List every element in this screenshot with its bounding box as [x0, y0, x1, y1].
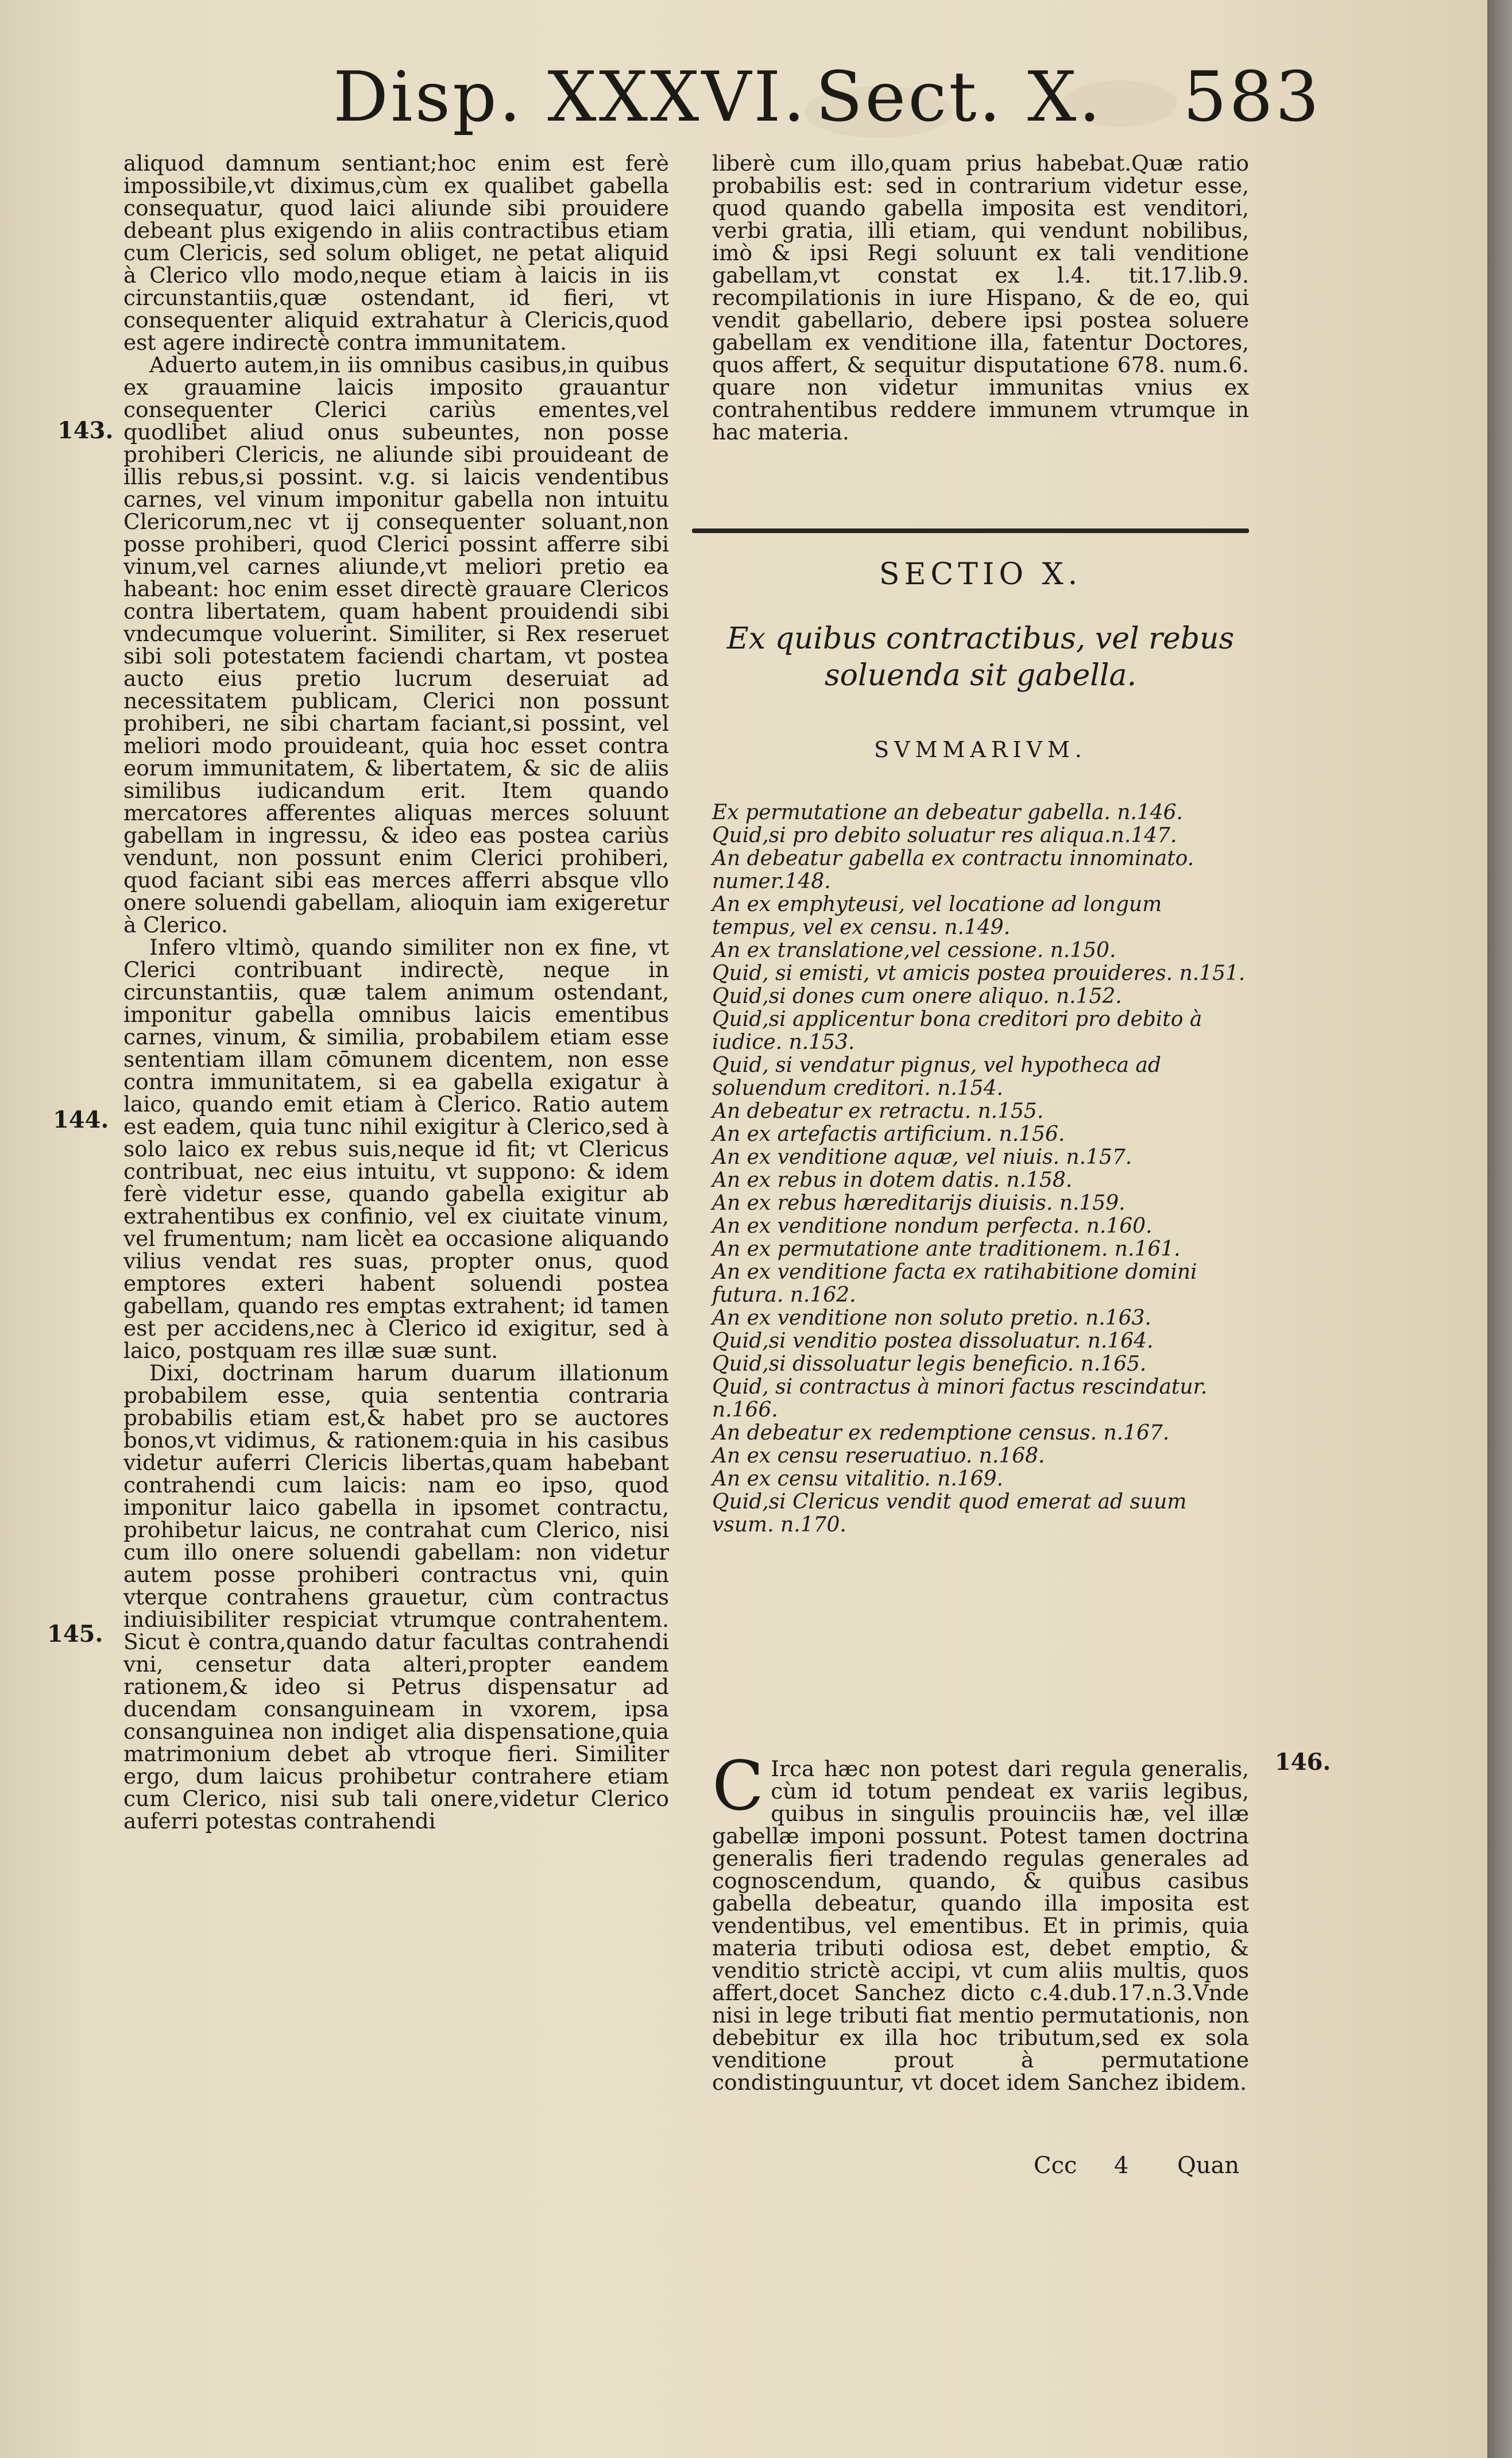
margin-number-143: 143.: [57, 417, 114, 444]
summary-item: Ex permutatione an debeatur gabella. n.146.: [712, 801, 1184, 824]
paragraph: Dixi, doctrinam harum duarum illationum probabilem esse, quia sententia contraria probabilis etiam est,& habet pro se auctores bonos,vt vidimus, & rationem:quia in his casibus videtur auferri Clericis libertas,quam habebant contrahendi cum laicis: nam eo ipso, quod imponitur laico gabella in ipsomet contractu, prohibetur laicus, ne contrahat cum Clerico, nisi cum illo onere soluendi gabellam: non videtur autem posse prohiberi contractus vni, quin vterque contrahens grauetur, cùm contractus indiuisibiliter respiciat vtrumque contrahentem. Sicut è contra,quando datur facultas contrahendi vni, censetur data alteri,propter eandem rationem,& ideo si Petrus dispensatur ad ducendam consanguineam in vxorem, ipsa consanguinea non indiget alia dispensatione,quia matrimonium debet ab vtroque fieri. Similiter ergo, dum laicus prohibetur contrahere etiam cum Clerico, nisi sub tali onere,videtur Clerico auferri potestas contrahendi: [123, 1360, 669, 1834]
section-title: SECTIO X.: [879, 557, 1082, 592]
paragraph: [712, 1746, 1249, 2095]
page-number: 583: [1183, 57, 1322, 137]
section-subtitle: Ex quibus contractibus, vel rebus soluenda sit gabella.: [726, 622, 1235, 693]
margin-number-145: 145.: [47, 1620, 103, 1647]
summary-item: Quid, si emisti, vt amicis postea prouideres. n.151.: [712, 962, 1246, 985]
summary-item: An ex rebus hæreditarijs diuisis. n.159.: [712, 1191, 1126, 1215]
summary-item: Quid,si applicentur bona creditori pro debito à iudice. n.153.: [712, 1008, 1202, 1054]
summary-item: An ex permutatione ante traditionem. n.161.: [712, 1237, 1181, 1261]
paragraph: liberè cum illo,quam prius habebat.Quæ ratio probabilis est: sed in contrarium videtur esse, quod quando gabella imposita est venditori, verbi gratia, illi etiam, qui vendunt nobilibus, imò & ipsi Regi soluunt ex tali venditione gabellam,vt constat ex l.4. tit.17.lib.9. recompilationis in iure Hispano, & de eo, qui vendit gabellario, debere ipsi postea soluere gabellam ex venditione illa, fatentur Doctores, quos affert, & sequitur disputatione 678. num.6. quare non videtur immunitas vnius ex contrahentibus reddere immunem vtrumque in hac materia.: [712, 151, 1249, 445]
signature-mark: Ccc: [1034, 2152, 1077, 2179]
running-header: [333, 57, 1322, 138]
paragraph: Infero vltimò, quando similiter non ex fine, vt Clerici contribuant indirectè, neque in circunstantiis, quæ talem animum ostendant, imponitur gabella omnibus laicis ementibus carnes, vinum, & similia, probabilem etiam esse sententiam illam cōmunem dicentem, non esse contra immunitatem, si ea gabella exigatur à laico, quando emit etiam à Clerico. Ratio autem est eadem, quia tunc nihil exigitur à Clerico,sed à solo laico ex rebus suis,neque id fit; vt Clericus contribuat, nec eius intuitu, vt suppono: & idem ferè videtur esse, quando gabella exigitur ab extrahentibus ex confinio, vel ex ciuitate vinum, vel frumentum; nam licèt ea occasione aliquando vilius vendat res suas, propter onus, quod emptores exteri habent soluendi postea gabellam, quando res emptas extrahent; id tamen est per accidens,nec à Clerico id exigitur, sed à laico, postquam res illæ suæ sunt.: [123, 935, 669, 1363]
summary-item: Quid,si dissoluatur legis beneficio. n.165.: [712, 1352, 1147, 1376]
page-footer: [1034, 2151, 1321, 2180]
drop-capital: C: [712, 1746, 764, 1826]
section-divider: [692, 528, 1249, 533]
header-disputation: Disp. XXXVI.: [333, 57, 807, 137]
summary-item: An ex venditione nondum perfecta. n.160.: [712, 1214, 1153, 1238]
summary-heading: SVMMARIVM.: [874, 737, 1087, 762]
summary-item: An ex rebus in dotem datis. n.158.: [712, 1168, 1073, 1192]
left-text-column: [123, 152, 669, 2163]
summary-item: An debeatur ex redemptione census. n.167.: [712, 1421, 1170, 1445]
catchword: Quan: [1177, 2152, 1240, 2179]
summary-item: An ex venditione non soluto pretio. n.163.: [712, 1306, 1151, 1330]
summary-item: Quid,si dones cum onere aliquo. n.152.: [712, 985, 1122, 1008]
summary-item: Quid, si contractus à minori factus rescindatur. n.166.: [712, 1375, 1208, 1422]
summary-item: An ex artefactis artificium. n.156.: [712, 1122, 1065, 1146]
summary-item: An debeatur ex retractu. n.155.: [712, 1099, 1044, 1123]
summary-item: Quid, si vendatur pignus, vel hypotheca ad soluendum creditori. n.154.: [712, 1054, 1161, 1100]
header-section: Sect. X.: [815, 57, 1103, 137]
summary-item: An ex censu reseruatiuo. n.168.: [712, 1444, 1045, 1468]
summary-item: An ex venditione aquæ, vel niuis. n.157.: [712, 1145, 1132, 1169]
summary-list: [712, 801, 1249, 1537]
margin-number-144: 144.: [53, 1106, 109, 1133]
right-text-column-top: [712, 152, 1249, 497]
summary-item: An ex translatione,vel cessione. n.150.: [712, 939, 1116, 962]
page-edge-background: [1487, 0, 1512, 2458]
summary-item: An ex emphyteusi, vel locatione ad longum tempus, vel ex censu. n.149.: [712, 893, 1162, 939]
summary-item: An debeatur gabella ex contractu innominato. numer.148.: [712, 847, 1194, 893]
summary-item: An ex censu vitalitio. n.169.: [712, 1467, 1003, 1491]
signature-number: 4: [1114, 2152, 1129, 2179]
paragraph: aliquod damnum sentiant;hoc enim est ferè impossibile,vt diximus,cùm ex qualibet gabella consequatur, quod laici aliunde sibi prouidere debeant plus exigendo in aliis contractibus etiam cum Clericis, sed solum obliget, ne petat aliquid à Clerico vllo modo,neque etiam à laicis in iis circunstantiis,quæ ostendant, id fieri, vt consequenter aliquid extrahatur à Clericis,quod est agere indirectè contra immunitatem.: [123, 151, 669, 355]
margin-number-146: 146.: [1275, 1749, 1331, 1776]
summary-item: Quid,si venditio postea dissoluatur. n.164.: [712, 1329, 1154, 1353]
summary-item: An ex venditione facta ex ratihabitione domini futura. n.162.: [712, 1260, 1197, 1307]
paragraph-text: Irca hæc non potest dari regula generalis, cùm id totum pendeat ex variis legibus, quibus in singulis prouinciis hæ, vel illæ gabellæ imponi possunt. Potest tamen doctrina generalis fieri tradendo regulas generales ad cognoscendum, quando, & quibus casibus gabella debeatur, quando illa imposita est vendentibus, vel ementibus. Et in primis, quia materia tributi odiosa est, debet emptio, & venditio strictè accipi, vt cum aliis multis, quos affert,docet Sanchez dicto c.4.dub.17.n.3.Vnde nisi in lege tributi fiat mentio permutationis, non debebitur ex illa hoc tributum,sed ex sola venditione prout à permutatione condistinguuntur, vt docet idem Sanchez ibidem.: [712, 1756, 1249, 2095]
paragraph: Aduerto autem,in iis omnibus casibus,in quibus ex grauamine laicis imposito grauantur consequenter Clerici cariùs ementes,vel quodlibet aliud onus subeuntes, non posse prohiberi Clericis, ne aliunde sibi prouideant de illis rebus,si possint. v.g. si laicis vendentibus carnes, vel vinum imponitur gabella non intuitu Clericorum,nec vt ij consequenter soluant,non posse prohiberi, quod Clerici possint afferre sibi vinum,vel carnes aliunde,vt meliori pretio ea habeant: hoc enim esset directè grauare Clericos contra libertatem, quam habent prouidendi sibi vndecumque voluerint. Similiter, si Rex reseruet sibi soli potestatem faciendi chartam, vt postea aucto eius pretio lucrum deseruiat ad necessitatem publicam, Clerici non possunt prohiberi, ne sibi chartam faciant,si possint, vel meliori modo prouideant, quia hoc esset contra eorum immunitatem, & libertatem, & sic de aliis similibus iudicandum erit. Item quando mercatores afferentes aliquas merces soluunt gabellam in ingressu, & ideo eas postea cariùs vendunt, non possunt enim Clerici prohiberi, quod faciant sibi eas merces afferri absque vllo onere soluendi gabellam, alioquin iam exigeretur à Clerico.: [123, 352, 669, 937]
summary-item: Quid,si pro debito soluatur res aliqua.n.147.: [712, 824, 1177, 847]
summary-item: Quid,si Clericus vendit quod emerat ad suum vsum. n.170.: [712, 1490, 1187, 1537]
right-text-column-bottom: [712, 1746, 1249, 2131]
